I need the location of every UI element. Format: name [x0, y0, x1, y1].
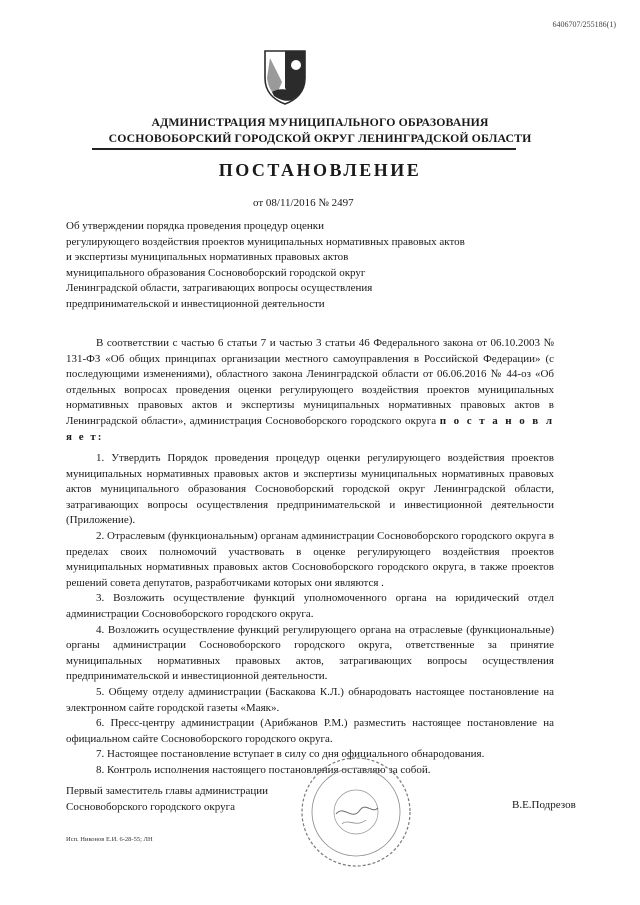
decree-item: 6. Пресс-центру администрации (Арибжанов Р.М.) разместить настоящее постановление на официальном сайте Сосновоборского городского округа. — [66, 717, 554, 745]
subject-line: Об утверждении порядка проведения процедур оценки — [66, 220, 325, 232]
executor-note: Исп. Никонов Е.И. 6-28-55; ЛН — [66, 836, 153, 843]
official-stamp-icon — [296, 752, 416, 872]
signatory-role — [66, 784, 268, 815]
decree-item: 3. Возложить осуществление функций уполномоченного органа на юридический отдел администрации Сосновоборского городского округа. — [66, 592, 554, 620]
decree-item: 1. Утвердить Порядок проведения процедур оценки регулирующего воздействия проектов муниципальных нормативных правовых актов и экспертизы муниципальных нормативных правовых актов муниципального образования Сосновоборский городской округ Ленинградской области, затрагивающих вопросы осуществления предпринимательской и инвестиционной деятельности (Приложение). — [66, 452, 554, 527]
decree-keyword: п о с т а н о в л я е т: — [66, 414, 554, 443]
header-divider — [92, 148, 516, 150]
decree-item: 4. Возложить осуществление функций регулирующего органа на отраслевые (функциональные) органы администрации Сосновоборского городского округа, ответственные за принятие муниципальных нормативных правовых актов, затрагивающих вопросы осуществления предпринимательской и инвестиционной деятельности. — [66, 623, 554, 683]
document-date-number: от 08/11/2016 № 2497 — [253, 197, 354, 209]
preamble-text: В соответствии с частью 6 статьи 7 и частью 3 статьи 46 Федерального закона от 06.10.2003 № 131-ФЗ «Об общих принципах организации местного самоуправления в Российской Федерации» (с последующими изменениями), областного закона Ленинградской области от 06.06.2016 № 44-оз «Об отдельных вопросах проведения оценки регулирующего воздействия проектов муниципальных нормативных правовых актов и экспертизы муниципальных нормативных правовых актов в Ленинградской области», администрация Сосновоборского городского округа — [66, 337, 554, 427]
signatory-role-line: Сосновоборского городского округа — [66, 800, 236, 813]
organization-name-line1: АДМИНИСТРАЦИЯ МУНИЦИПАЛЬНОГО ОБРАЗОВАНИЯ — [151, 115, 489, 129]
subject-line: и экспертизы муниципальных нормативных правовых актов — [66, 251, 349, 263]
document-title: ПОСТАНОВЛЕНИЕ — [218, 160, 422, 180]
organization-name-line2: СОСНОВОБОРСКИЙ ГОРОДСКОЙ ОКРУГ ЛЕНИНГРАДСКОЙ ОБЛАСТИ — [108, 131, 532, 145]
document-subject — [66, 219, 506, 312]
coat-of-arms-icon — [262, 48, 308, 106]
signatory-name: В.Е.Подрезов — [512, 799, 576, 811]
subject-line: регулирующего воздействия проектов муниципальных нормативных правовых актов — [66, 235, 465, 248]
document-id: 6406707/255186(1) — [552, 20, 616, 29]
subject-line: предпринимательской и инвестиционной деятельности — [66, 297, 325, 310]
subject-line: Ленинградской области, затрагивающих вопросы осуществления — [66, 282, 373, 294]
subject-line: муниципального образования Сосновоборский городской округ — [66, 266, 366, 279]
preamble-paragraph — [66, 336, 554, 445]
signatory-role-line: Первый заместитель главы администрации — [66, 785, 269, 797]
decree-items — [66, 451, 554, 778]
decree-item: 5. Общему отделу администрации (Баскакова К.Л.) обнародовать настоящее постановление на электронном сайте городской газеты «Маяк». — [66, 685, 554, 714]
decree-item: 7. Настоящее постановление вступает в силу со дня официального обнародования. — [96, 748, 485, 761]
decree-item: 8. Контроль исполнения настоящего постановления оставляю за собой. — [96, 763, 431, 776]
decree-item: 2. Отраслевым (функциональным) органам администрации Сосновоборского городского округа в пределах своих полномочий участвовать в оценке регулирующего воздействия проектов муниципальных нормативных правовых актов Сосновоборского городского округа, в также проектов решений совета депутатов, разработчиками которых они являются . — [66, 529, 554, 589]
